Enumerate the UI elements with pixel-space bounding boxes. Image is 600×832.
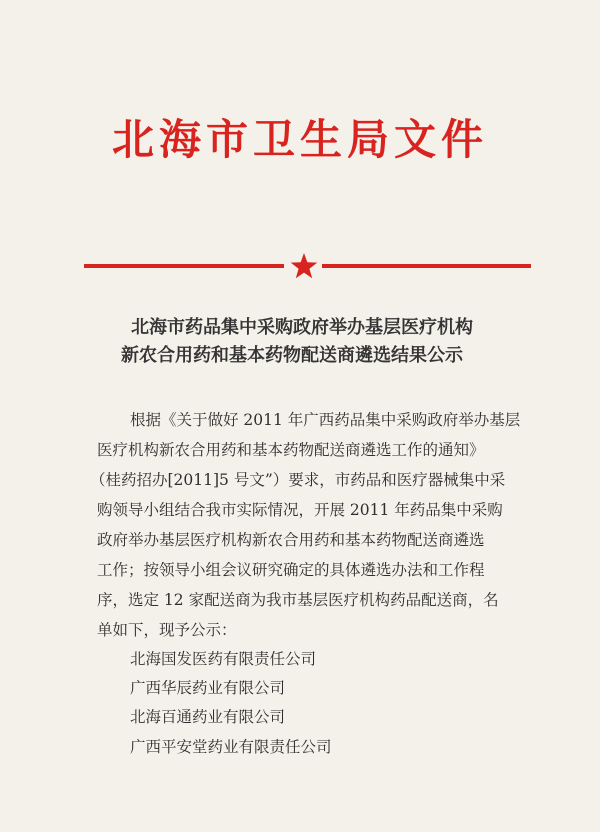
body-line: 序，选定 12 家配送商为我市基层医疗机构药品配送商，名 — [97, 591, 499, 609]
body-line: 工作；按领导小组会议研究确定的具体遴选办法和工作程 — [97, 561, 485, 579]
company-list-item: 北海国发医药有限责任公司 — [130, 650, 317, 668]
body-line: 单如下，现予公示： — [97, 621, 237, 639]
body-line: 根据《关于做好 2011 年广西药品集中采购政府举办基层 — [130, 411, 521, 429]
star-icon — [290, 253, 318, 279]
document-header: 北海市卫生局文件 — [111, 115, 488, 164]
header-rule-left — [84, 264, 284, 268]
company-list-item: 广西华辰药业有限公司 — [130, 679, 286, 697]
body-line: （桂药招办[2011]5 号文”）要求，市药品和医疗器械集中采 — [90, 471, 506, 489]
body-line: 政府举办基层医疗机构新农合用药和基本药物配送商遴选 — [97, 531, 485, 549]
company-list-item: 北海百通药业有限公司 — [130, 708, 286, 726]
body-line: 医疗机构新农合用药和基本药物配送商遴选工作的通知》 — [97, 441, 485, 459]
notice-title-line-1: 北海市药品集中采购政府举办基层医疗机构 — [131, 317, 473, 338]
body-line: 购领导小组结合我市实际情况，开展 2011 年药品集中采购 — [97, 501, 503, 519]
company-list-item: 广西平安堂药业有限责任公司 — [130, 738, 332, 756]
notice-title-line-2: 新农合用药和基本药物配送商遴选结果公示 — [121, 345, 463, 366]
header-rule-right — [322, 264, 531, 268]
